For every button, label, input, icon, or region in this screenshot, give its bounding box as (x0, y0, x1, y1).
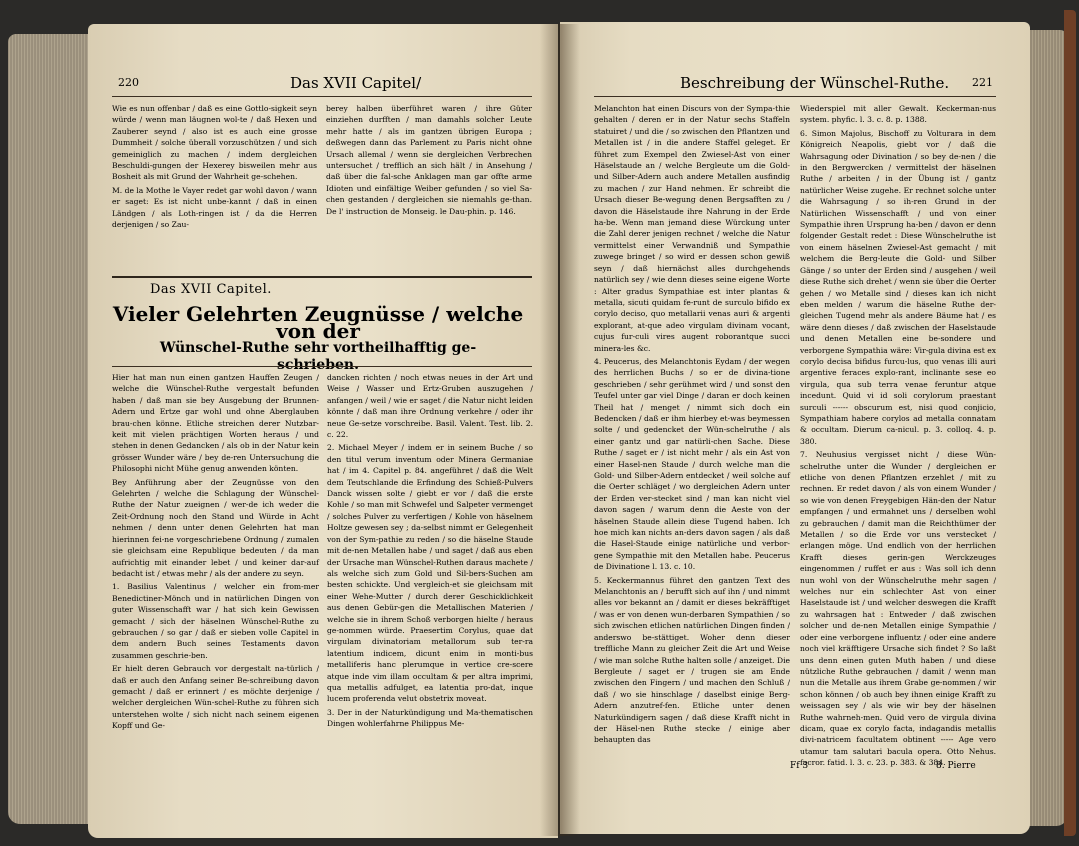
chapter-title-rule (112, 366, 532, 367)
right-head-rule (594, 96, 996, 97)
paragraph: Melanchton hat einen Discurs von der Sympa-thie gehalten / deren er in der Natur sechs Staffeln statuiret / und die / so zwischen den Pflantzen und Metallen ist / in die andere Staffel geleget. Er führet zum Exempel den Zwiesel-Ast von einer Häselstaude an / welche Bergleute um die Gold- und Silber-Adern auch andere Metallen ausfindig zu machen / zur Hand nehmen. Er schreibt die Ursach dieser Be-wegung denen Bergsafften zu / davon die Häselstaude ihre Nahrung in der Erde ha-be. Wenn man jemand diese Würckung unter die Zahl derer jenigen rechnet / welche die Natur vermittelst einer Verwandniß und Sympathie zuwege bringet / so wird er dessen schon gewiß seyn / daß hiernächst alles durchgehends natürlich sey / wie denn dieses seine eigene Worte : Alter gradus Sympathiae est inter plantas & metalla, sicuti quidam fe-runt de surculo bifido ex corylo deciso, quo metallarii venas auri & argenti explorant, at-que adeo virgulam divinam vocant, cujus fur-culi vires augent roborantque succi minera-les &c. (594, 104, 790, 353)
paragraph: M. de la Mothe le Vayer redet gar wohl davon / wann er saget: Es ist nicht unbe-kannt / daß in einen Ländgen / als Loth-ringen ist / da die Herren derjenigen / so Zau- (112, 185, 317, 230)
left-head-rule (112, 96, 532, 97)
paragraph: Wiederspiel mit aller Gewalt. Keckerman-nus system. phyfic. l. 3. c. 8. p. 1388. (800, 104, 996, 125)
chapter-title-line-1: Vieler Gelehrten Zeugnüsse / welche von der (112, 302, 524, 343)
signature-mark: Ff 3 (790, 761, 809, 771)
paragraph: 4. Peucerus, des Melanchtonis Eydam / der wegen des herrlichen Buchs / so er de divina-tione geschrieben / sehr gerühmet wird / und sonst den Teufel unter gar viel Dinge / daran er doch keinen Theil hat / menget / nimmt sich doch ein Bedencken / daß er ihm hierbey et-was beymessen solte / und gedencket der Wün-schelruthe / als einer gantz und gar natürli-chen Sache. Diese Ruthe / saget er / ist nicht mehr / als ein Ast von einer Hasel-nen Staude / durch welche man die Gold- und Silber-Adern entdecket / weil solche auf die Oerter schläget / wo dergleichen Adern unter der Erden ver-stecket sind / man kan nicht viel davon sagen / warum denn die Aeste von der häselnen Staude allein diese Tugend haben. Ich hoe mich kan nichts an-ders davon sagen / als daß die Hasel-Staude einige natürliche und verbor-gene Sympathie mit den Metallen habe. Peucerus de Divinatione l. 13. c. 10. (594, 356, 790, 572)
chapter-separator-rule (112, 276, 532, 278)
right-column-a (594, 103, 790, 753)
paragraph: 2. Michael Meyer / indem er in seinem Buche / so den titul verum inventum oder Minera Germaniae hat / im 4. Capitel p. 84. angeführet / daß die Welt dem Teutschlande die Erfindung des Schieß-Pulvers Danck wissen solte / giebt er vor / daß die erste Kohle / so man mit Schwefel und Salpeter vermenget / solches Pulver zu verfertigen / Kohle von häselnem Holtze gewesen sey ; da-selbst nimmt er Gelegenheit von der Sym-pathie zu reden / so die häselne Staude mit de-nen Metallen habe / und saget / daß aus eben der Ursache man Wünschel-Ruthen daraus machete / als welche sich zum Gold und Sil-bers-Suchen am besten schickte. Und vergleich-et sie gleichsam mit einer Wehe-Mutter / durch derer Geschicklichkeit aus denen Gebür-gen die Metallischen Materien / welche sie in ihrem Schoß verborgen hielte / heraus ge-nommen würde. Praesertim Corylus, quae dat virgulam divinatoriam metallorum sub ter-ra latentium indicem, dicunt enim in monti-bus metalliferis hanc plerumque in vertice cre-scere atque inde vim illam occultam & per altra imprimi, qua metallis adfulget, ea latentia pro-dat, inque lucem proferenda velut obstetrix moveat. (327, 443, 533, 704)
paragraph: 3. Der in der Naturkündigung und Ma-thematischen Dingen wohlerfahrne Philippus Me- (327, 707, 533, 729)
book-gutter-shadow (540, 24, 580, 836)
catchword: 8. Pierre (936, 761, 976, 771)
left-page-edges (8, 34, 92, 824)
left-top-column-a (112, 103, 317, 273)
paragraph: 5. Keckermannus führet den gantzen Text des Melanchtonis an / berufft sich auf ihn / und nimmt alles vor bekannt an / damit er dieses bekräfftiget / was er von denen wun-derbaren Sympathien / so sich zwischen etlichen natürlichen Dingen finden / anderswo be-stättiget. Woher denn dieser treffliche Mann zu gleicher Zeit die Art und Weise / wie man solche Ruthe halten solle / anzeiget. Die Bergleute / saget er / trugen sie am Ende zwischen den Fingern / und machen den Schluß / daß / wo sie hinschlage / daselbst einige Berg-Adern anzutref-fen. Etliche unter denen Naturkündigern sagen / daß diese Krafft nicht in der Häsel-nen Ruthe stecke / einige aber behaupten das (594, 575, 790, 745)
book-cover-edge (1064, 10, 1076, 836)
paragraph: Wie es nun offenbar / daß es eine Gottlo-sigkeit seyn würde / wenn man läugnen wol-te / daß Hexen und Zauberer seynd / also ist es auch eine grosse Dummheit / solche überall vorzuschützen / und sich gemeiniglich zu machen / indem dergleichen Beschuldi-gungen der Hexerey bisweilen mehr aus Bosheit als mit Grund der Wahrheit ge-schehen. (112, 104, 317, 182)
left-running-head: Das XVII Capitel/ (290, 74, 422, 92)
left-folio: 220 (118, 76, 139, 89)
paragraph: Hier hat man nun einen gantzen Hauffen Zeugen / welche die Wünschel-Ruthe vergestalt befunden haben / daß man sie bey Ausgebung der Brunnen-Adern und Ertze gar wohl und ohne Aberglauben brau-chen könne. Etliche streichen derer Nutzbar-keit mit vielen prächtigen Worten heraus / und stehen in denen Gedancken / als ob in der Natur kein grösser Wunder wäre / bey de-ren Untersuchung die Philosophi nicht Mühe genug anwenden könten. (112, 373, 319, 474)
paragraph: dancken richten / noch etwas neues in der Art und Weise / Wasser und Ertz-Gruben auszugehen / anfangen / weil / wie er saget / die Natur nicht leiden könnte / daß man ihre Ordnung verkehre / oder ihr neue Ge-setze vorschreibe. Basil. Valent. Test. lib. 2. c. 22. (327, 373, 533, 440)
paragraph: 6. Simon Majolus, Bischoff zu Volturara in dem Königreich Neapolis, giebt vor / daß die Wahrsagung oder Divination / so bey de-nen / die in den Bergwercken / vermittelst der häselnen Ruthe / arbeiten / in der Übung ist / gantz natürlicher Weise zugehe. Er rechnet solche unter die Wahrsagung / so ih-ren Grund in der Natürlichen Wissenschafft / und von einer Sympathie ihren Ursprung ha-ben / davon er denn folgender Gestalt redet : Diese Wünschelruthe ist von einem häselnen Zwiesel-Ast gemacht / mit welchem die Berg-leute die Gold- und Silber Gänge / so unter der Erden sind / ausgehen / weil diese Ruthe sich drehet / wenn sie über die Oerter gehen / wo Metalle sind / dieses kan ich nicht eben melden / warum die häselne Ruthe der-gleichen Tugend mehr als andere Bäume hat / es wäre denn dieses / daß zwischen der Haselstaude und denen Metallen eine be-sondere und verborgene Sympathia wäre: Vir-gula divina est ex corylo decisa bifidus furcu-lus, quo venas illi auri argentive feraces explo-rant, inclinante sese eo virgula, qua sub terra venae feruntur atque incedunt. Quid vi id soli corylorum praestant surculi ------ obscurum est, nisi quod conjicio, Sympathiam habere corylos ad metalla connatam & occultam. Dierum ca-nicul. p. 3. colloq. 4. p. 380. (800, 128, 996, 446)
chapter-title-line-2: Wünschel-Ruthe sehr vortheilhafftig ge- (159, 340, 477, 356)
right-running-head: Beschreibung der Wünschel-Ruthe. (680, 74, 950, 92)
paragraph: Bey Anführung aber der Zeugnüsse von den Gelehrten / welche die Schlagung der Wünschel-Ruthe der Natur zueignen / wer-de ich weder die Zeit-Ordnung noch den Stand und Würde in Acht nehmen / denn unter denen Gelehrten hat man hierinnen fei-ne vorgeschriebene Ordnung / zumalen sie gleichsam eine Republique bedeuten / da man aufrichtig mit einander lebet / und keiner dar-auf bedacht ist / etwas mehr / als der andere zu seyn. (112, 477, 319, 578)
left-body-column-a (112, 372, 319, 812)
right-page-edges (1028, 30, 1068, 826)
left-body-column-b (327, 372, 533, 812)
chapter-label: Das XVII Capitel. (150, 282, 272, 297)
chapter-title-line-3: schrieben. (277, 357, 359, 373)
left-top-column-b (326, 103, 532, 273)
chapter-title (108, 302, 528, 374)
right-folio: 221 (972, 76, 993, 89)
paragraph: berey halben überführet waren / ihre Güter einziehen durfften / man damahls solcher Leute mehr hatte / als im gantzen übrigen Europa ; deßwegen dann das Parlement zu Paris nicht ohne Ursach allemal / wenn sie dergleichen Verbrechen untersuchet / trefflich an sich hält / in Ansehung / daß über die fal-sche Anklagen man gar offte arme Idioten und einfältige Weiber gefunden / so viel Sa-chen gestanden / dergleichen sie niemahls ge-than. De l' instruction de Monseig. le Dau-phin. p. 146. (326, 104, 532, 216)
paragraph: 7. Neuhusius vergisset nicht / diese Wün-schelruthe unter die Wunder / dergleichen er etliche von denen Pflantzen erzehlet / mit zu rechnen. Er redet davon / als von einem Wunder / so wie von denen Freygebigen Hän-den der Natur empfangen / und ermahnet uns / derselben wohl zu gebrauchen / damit man die Reichthümer der Metallen / so die Erde vor uns verstecket / erlangen möge. Und endlich von der herrlichen Krafft dieses gerin-gen Werckzeuges eingenommen / ruffet er aus : Was soll ich denn nun wohl von der Wünschelruthe mehr sagen / welches nur ein schlechter Ast von einer Haselstaude ist / und welcher deswegen die Krafft zu wahrsagen hat : Entweder / daß zwischen solcher und de-nen Metallen einige Sympathie / oder eine verborgene influentz / oder eine andere noch viel kräfftigere Ursache sich findet ? So laßt uns denn einen guten Muth haben / und diese nützliche Ruthe gebrauchen / damit / wenn man nun die Metalle aus ihrem Grabe ge-nommen / wir schon können / ob auch bey ihnen einige Krafft zu weissagen sey / als wie wir bey der häselnen Ruthe wahrneh-men. Quid vero de virgula divina dicam, quae ex corylo facta, indagandis metallis divi-natricem facultatem obtinent ----- Age vero utamur tam salutari bacula opera. Otto Nehus. facror. fatid. l. 3. c. 23. p. 383. & 384. (800, 450, 996, 768)
paragraph: 1. Basilius Valentinus / welcher ein from-mer Benedictiner-Mönch und in natürlichen Dingen von guter Wissenschafft war / hat sich kein Gewissen gemacht / sich der häselnen Wünschel-Ruthe zu gebrauchen / so gar / daß er sieben volle Capitel in dem andern Buch seines Testaments davon zusammen geschrie-ben. (112, 582, 319, 660)
paragraph: Er hielt deren Gebrauch vor dergestalt na-türlich / daß er auch den Anfang seiner Be-schreibung davon gemacht / daß er erinnert / es möchte derjenige / welcher dergleichen Wün-schel-Ruthe zu führen sich unterstehen wolte / sich nicht nach seinem eigenen Kopff und Ge- (112, 664, 319, 731)
